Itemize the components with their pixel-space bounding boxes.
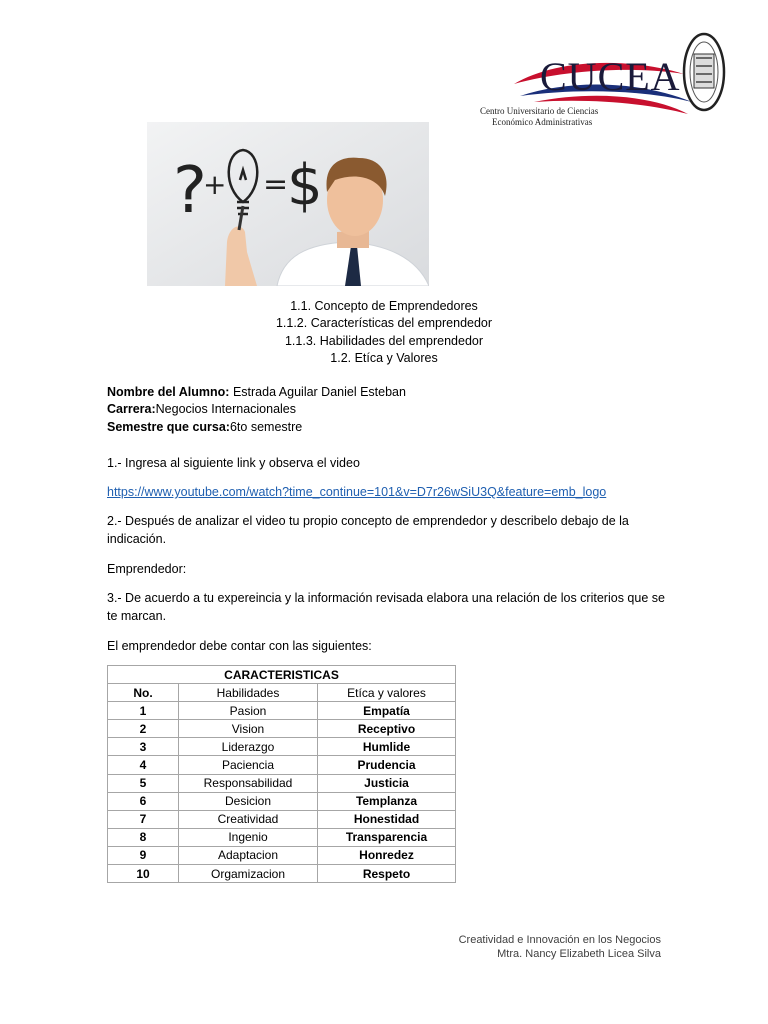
logo-subtitle-1: Centro Universitario de Ciencias [480, 106, 599, 116]
table-row [108, 865, 456, 883]
question-mark-glyph: ? [173, 154, 207, 228]
table-row [108, 810, 456, 828]
table-title-row [108, 666, 456, 684]
row-habilidad: Liderazgo [179, 738, 318, 756]
row-number: 3 [108, 738, 179, 756]
row-valor: Honredez [318, 846, 456, 864]
title-line-4: 1.2. Etíca y Valores [330, 351, 438, 366]
row-habilidad: Ingenio [179, 828, 318, 846]
cucea-logo-graphic [474, 26, 730, 132]
row-number: 8 [108, 828, 179, 846]
table-row [108, 702, 456, 720]
student-name-label: Nombre del Alumno: [107, 385, 230, 399]
row-number: 1 [108, 702, 179, 720]
footer-course: Creatividad e Innovación en los Negocios [458, 934, 661, 946]
title-line-2: 1.1.2. Características del emprendedor [275, 316, 493, 331]
semester-line [107, 419, 406, 436]
row-number: 2 [108, 720, 179, 738]
row-valor: Templanza [318, 792, 456, 810]
characteristics-table [107, 665, 456, 883]
semester-label: Semestre que cursa: [107, 419, 230, 434]
entrepreneur-photo [147, 122, 429, 286]
row-valor: Humlide [318, 738, 456, 756]
table-row [108, 738, 456, 756]
dollar-glyph: $ [287, 153, 323, 218]
row-habilidad: Adaptacion [179, 846, 318, 864]
footer [459, 933, 661, 961]
table-row [108, 828, 456, 846]
student-info [107, 384, 406, 436]
header-no: No. [108, 684, 179, 702]
title-line-3: 1.1.3. Habilidades del emprendedor [284, 333, 484, 348]
row-number: 10 [108, 865, 179, 883]
video-link-container [107, 483, 667, 501]
entrepreneur-illustration [147, 122, 429, 286]
row-habilidad: Orgamizacion [179, 865, 318, 883]
step-3-text: 3.- De acuerdo a tu expereincia y la información revisada elabora una relación de los criterios que se te marcan. [107, 591, 665, 623]
student-name-value: Estrada Aguilar Daniel Esteban [229, 385, 406, 399]
header-etica: Etíca y valores [318, 684, 456, 702]
plus-glyph: + [203, 168, 227, 201]
title-line-1: 1.1. Concepto de Emprendedores [290, 299, 478, 313]
career-label: Carrera: [107, 402, 156, 417]
row-valor: Receptivo [318, 720, 456, 738]
row-number: 7 [108, 810, 179, 828]
row-valor: Empatía [318, 702, 456, 720]
row-valor: Honestidad [318, 810, 456, 828]
topic-titles [0, 298, 768, 368]
row-number: 6 [108, 792, 179, 810]
row-number: 9 [108, 846, 179, 864]
row-valor: Prudencia [318, 756, 456, 774]
career-value: Negocios Internacionales [155, 402, 297, 417]
table-header-row [108, 684, 456, 702]
row-valor: Justicia [318, 774, 456, 792]
row-habilidad: Pasion [179, 702, 318, 720]
table-intro-text: El emprendedor debe contar con las siguientes: [107, 639, 372, 653]
row-number: 5 [108, 774, 179, 792]
table-row [108, 720, 456, 738]
cucea-logo [474, 26, 730, 132]
student-name-line [107, 384, 406, 401]
equals-glyph: = [263, 167, 289, 202]
row-habilidad: Creatividad [179, 810, 318, 828]
step-1-text: 1.- Ingresa al siguiente link y observa el video [107, 456, 360, 470]
table-row [108, 756, 456, 774]
video-link[interactable]: https://www.youtube.com/watch?time_continue=101&v=D7r26wSiU3Q&feature=emb_logo [107, 485, 607, 499]
row-habilidad: Paciencia [179, 756, 318, 774]
semester-value: 6to semestre [229, 419, 303, 434]
footer-teacher: Mtra. Nancy Elizabeth Licea Silva [497, 948, 661, 960]
table-row [108, 792, 456, 810]
table-row [108, 774, 456, 792]
emprendedor-label: Emprendedor: [107, 562, 187, 576]
logo-subtitle-2: Económico Administrativas [492, 117, 593, 127]
logo-wordmark: CUCEA [540, 54, 681, 99]
table-title: CARACTERISTICAS [108, 666, 456, 684]
header-habilidades: Habilidades [179, 684, 318, 702]
row-valor: Respeto [318, 865, 456, 883]
row-number: 4 [108, 756, 179, 774]
step-2-text: 2.- Después de analizar el video tu propio concepto de emprendedor y describelo debajo de la indicación. [107, 514, 629, 546]
row-habilidad: Vision [179, 720, 318, 738]
row-valor: Transparencia [318, 828, 456, 846]
table-row [108, 846, 456, 864]
row-habilidad: Responsabilidad [179, 774, 318, 792]
row-habilidad: Desicion [179, 792, 318, 810]
career-line [107, 401, 406, 418]
